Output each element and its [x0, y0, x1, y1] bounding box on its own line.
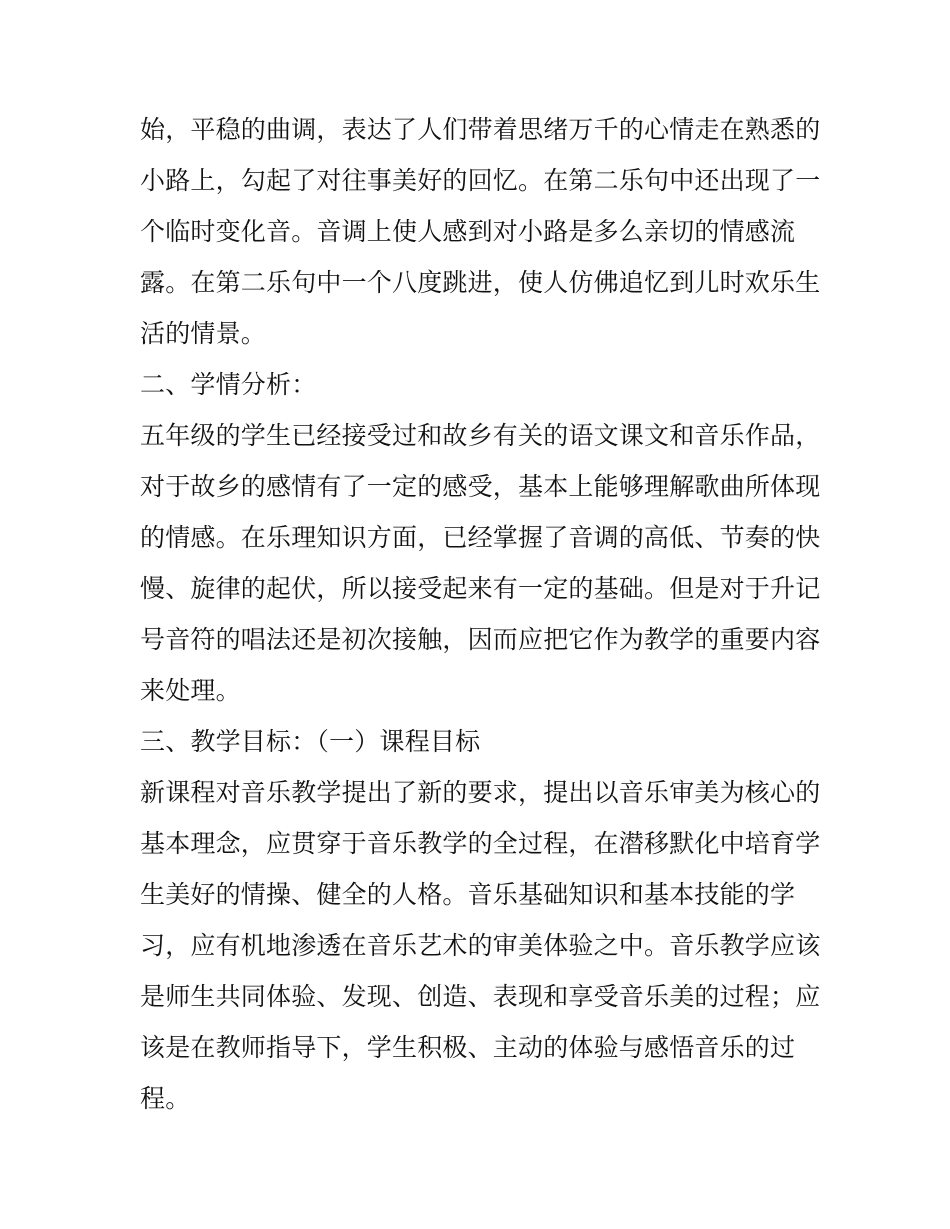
text-line: 习，应有机地渗透在音乐艺术的审美体验之中。音乐教学应该: [140, 931, 820, 960]
text-line: 的情感。在乐理知识方面，已经掌握了音调的高低、节奏的快: [140, 523, 820, 552]
text-line: 对于故乡的感情有了一定的感受，基本上能够理解歌曲所体现: [140, 472, 820, 501]
text-line: 始，平稳的曲调，表达了人们带着思绪万千的心情走在熟悉的: [140, 115, 820, 144]
text-line: 活的情景。: [140, 319, 267, 348]
text-line: 露。在第二乐句中一个八度跳进，使人仿佛追忆到儿时欢乐生: [140, 268, 820, 297]
text-line: 来处理。: [140, 676, 241, 705]
section-heading-teaching-goals: 三、教学目标：（一）课程目标: [140, 727, 481, 756]
text-line: 慢、旋律的起伏，所以接受起来有一定的基础。但是对于升记: [140, 574, 820, 603]
text-line: 新课程对音乐教学提出了新的要求，提出以音乐审美为核心的: [140, 778, 820, 807]
text-line: 生美好的情操、健全的人格。音乐基础知识和基本技能的学: [140, 880, 796, 909]
text-line: 基本理念，应贯穿于音乐教学的全过程，在潜移默化中培育学: [140, 829, 820, 858]
document-body: [140, 104, 820, 1124]
text-line: 小路上，勾起了对往事美好的回忆。在第二乐句中还出现了一: [140, 166, 820, 195]
text-line: 号音符的唱法还是初次接触，因而应把它作为教学的重要内容: [140, 625, 820, 654]
text-line: 是师生共同体验、发现、创造、表现和享受音乐美的过程；应: [140, 982, 820, 1011]
text-line: 该是在教师指导下，学生积极、主动的体验与感悟音乐的过: [140, 1033, 796, 1062]
text-line: 个临时变化音。音调上使人感到对小路是多么亲切的情感流: [140, 217, 796, 246]
text-line: 程。: [140, 1084, 191, 1113]
text-line: 五年级的学生已经接受过和故乡有关的语文课文和音乐作品，: [140, 421, 820, 450]
section-heading-learning-analysis: 二、学情分析：: [140, 370, 317, 399]
